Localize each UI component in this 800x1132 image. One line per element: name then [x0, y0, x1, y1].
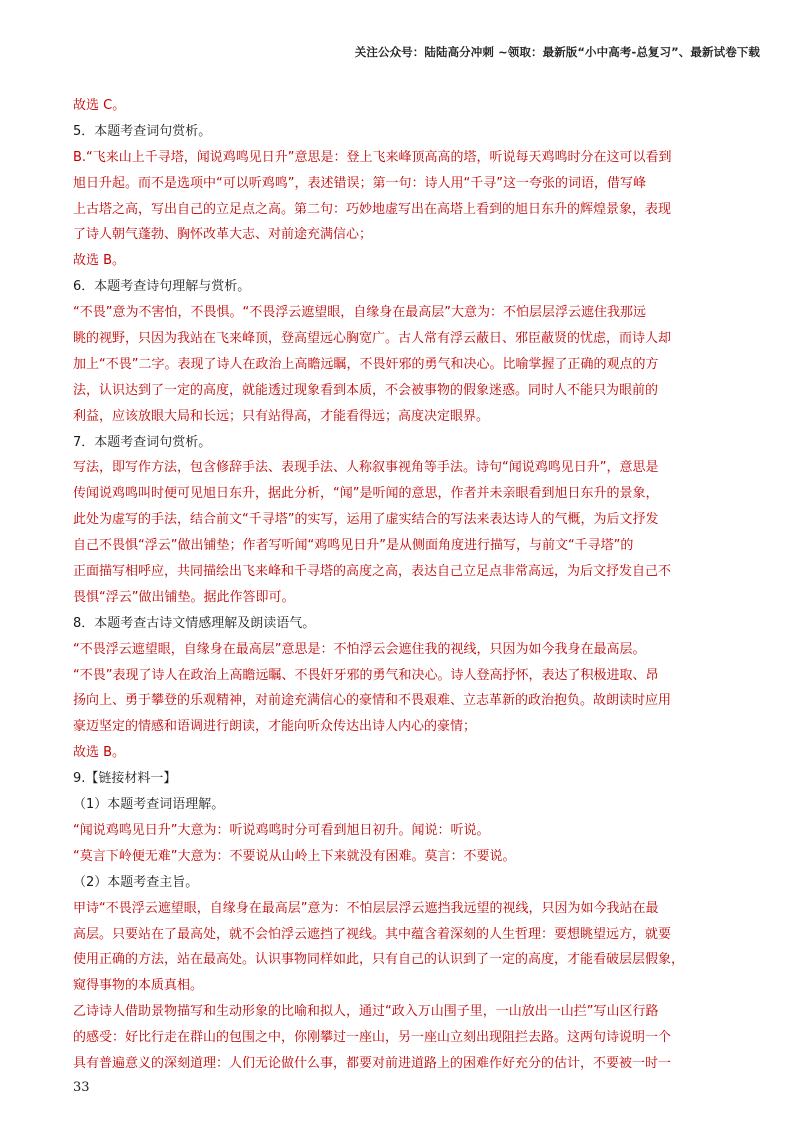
text-line: （1）本题考查词语理解。 — [73, 797, 225, 813]
text-line: 故选 B。 — [73, 253, 126, 269]
text-line: 故选 C。 — [73, 98, 126, 113]
text-line: 甲诗“不畏浮云遮望眼，自缘身在最高层”意为：不怕层层浮云遮挡我远望的视线，只因为如今我站在最 — [73, 900, 659, 916]
text-line: 了诗人朝气蓬勃、胸怀改革大志、对前途充满信心； — [73, 227, 373, 243]
text-line: “闻说鸡鸣见日升”大意为：听说鸡鸣时分可看到旭日初升。闻说：听说。 — [73, 822, 490, 838]
text-line: 具有普遍意义的深刻道理：人们无论做什么事，都要对前进道路上的困难作好充分的估计，不要被一时一 — [73, 1055, 672, 1071]
text-line: 豪迈坚定的情感和语调进行朗读，才能向听众传达出诗人内心的豪情； — [73, 719, 477, 735]
text-line: 故选 B。 — [73, 745, 126, 761]
text-line: 乙诗诗人借助景物描写和生动形象的比喻和拟人，通过“政入万山围子里，一山放出一山拦”写山区行路 — [73, 1004, 659, 1020]
text-line: 法，认识达到了一定的高度，就能透过现象看到本质，不会被事物的假象迷惑。同时人不能只为眼前的 — [73, 382, 659, 398]
text-line: 窥得事物的本质真相。 — [73, 978, 204, 994]
page-header: 关注公众号：陆陆高分冲刺 ~领取：最新版“小中高考-总复习”、最新试卷下载 — [354, 45, 760, 59]
document-body — [73, 93, 733, 1077]
text-line: 6．本题考查诗句理解与赏析。 — [73, 279, 251, 295]
text-line: 利益，应该放眼大局和长远；只有站得高，才能看得远；高度决定眼界。 — [73, 408, 490, 424]
text-line: 传闻说鸡鸣叫时便可见旭日东升，据此分析，“闻”是听闻的意思，作者并未亲眼看到旭日东升的景象， — [73, 486, 659, 502]
page-number: 33 — [73, 1080, 90, 1095]
text-line: 9.【链接材料一】 — [73, 771, 177, 787]
text-line: 旭日升起。而不是选项中“可以听鸡鸣”，表述错误；第一句：诗人用“千寻”这一夸张的词语，借写峰 — [73, 175, 646, 191]
text-line: 畏惧“浮云”做出铺垫。据此作答即可。 — [73, 589, 295, 605]
text-line: 自己不畏惧“浮云”做出铺垫；作者写听闻“鸡鸣见日升”是从侧面角度进行描写，与前文“千寻塔”的 — [73, 538, 634, 554]
text-line: 正面描写相呼应，共同描绘出飞来峰和千寻塔的高度之高，表达自己立足点非常高远，为后文抒发自己不 — [73, 564, 672, 580]
text-line: “莫言下岭便无难”大意为：不要说从山岭上下来就没有困难。莫言：不要说。 — [73, 848, 516, 864]
text-line: 7．本题考查词句赏析。 — [73, 434, 212, 450]
text-line: 高层。只要站在了最高处，就不会怕浮云遮挡了视线。其中蕴含着深刻的人生哲理：要想眺望远方，就要 — [73, 926, 672, 942]
text-line: 加上“不畏”二字。表现了诗人在政治上高瞻远瞩，不畏奸邪的勇气和决心。比喻掌握了正确的观点的方 — [73, 356, 659, 372]
text-line: 上古塔之高，写出自己的立足点之高。第二句：巧妙地虚写出在高塔上看到的旭日东升的辉煌景象，表现 — [73, 201, 672, 217]
text-line: 写法，即写作方法，包含修辞手法、表现手法、人称叙事视角等手法。诗句“闻说鸡鸣见日升”，意思是 — [73, 460, 659, 476]
text-line: （2）本题考查主旨。 — [73, 874, 199, 890]
text-line: “不畏”意为不害怕，不畏惧。“不畏浮云遮望眼，自缘身在最高层”大意为：不怕层层浮云遮住我那远 — [73, 305, 646, 321]
text-line: 扬向上、勇于攀登的乐观精神，对前途充满信心的豪情和不畏艰难、立志革新的政治抱负。故朗读时应用 — [73, 693, 672, 709]
text-line: 此处为虚写的手法，结合前文“千寻塔”的实写，运用了虚实结合的写法来表达诗人的气概，为后文抒发 — [73, 512, 659, 528]
text-line: B.“飞来山上千寻塔，闻说鸡鸣见日升”意思是：登上飞来峰顶高高的塔，听说每天鸡鸣时分在这可以看到 — [73, 149, 672, 165]
text-line: “不畏浮云遮望眼，自缘身在最高层”意思是：不怕浮云会遮住我的视线，只因为如今我身在最高层。 — [73, 641, 646, 657]
text-line: “不畏”表现了诗人在政治上高瞻远瞩、不畏奸牙邪的勇气和决心。诗人登高抒怀，表达了积极进取、昂 — [73, 667, 659, 683]
text-line: 眺的视野，只因为我站在飞来峰顶，登高望远心胸宽广。古人常有浮云蔽日、邪臣蔽贤的忧虑，而诗人却 — [73, 331, 672, 347]
text-line: 8．本题考查古诗文情感理解及朗读语气。 — [73, 615, 316, 631]
text-line: 5．本题考查词句赏析。 — [73, 123, 212, 139]
text-line: 的感受：好比行走在群山的包围之中，你刚攀过一座山，另一座山立刻出现阻拦去路。这两句诗说明一个 — [73, 1030, 672, 1046]
text-line: 使用正确的方法，站在最高处。认识事物同样如此，只有自己的认识到了一定的高度，才能看破层层假象， — [73, 952, 685, 968]
